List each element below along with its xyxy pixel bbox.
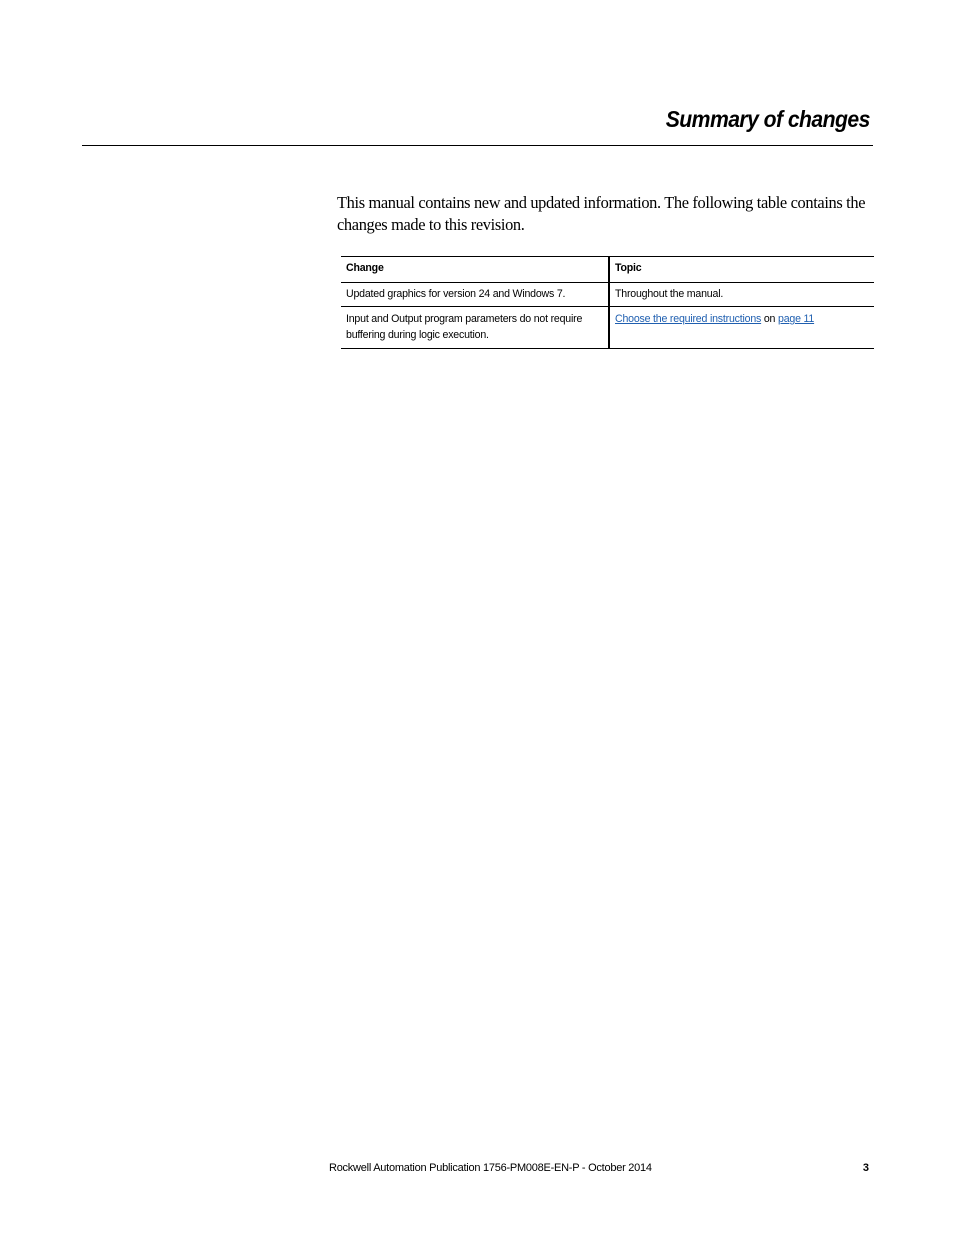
title-divider	[82, 145, 873, 146]
intro-paragraph: This manual contains new and updated information. The following table contains the changes made to this revision.	[337, 193, 866, 234]
page-number: 3	[862, 1162, 869, 1174]
changes-table	[341, 256, 874, 349]
table-header-row	[341, 257, 874, 283]
topic-connector: on	[761, 313, 778, 325]
change-cell: Updated graphics for version 24 and Windows 7.	[341, 283, 609, 307]
topic-cell	[609, 307, 874, 349]
column-header-topic: Topic	[615, 262, 642, 274]
topic-link[interactable]: Choose the required instructions	[615, 313, 762, 325]
table-row	[341, 307, 874, 349]
table-row	[341, 283, 874, 307]
column-header-change: Change	[341, 257, 609, 283]
footer-publication: Rockwell Automation Publication 1756-PM008E-EN-P - October 2014	[329, 1162, 652, 1174]
page-title: Summary of changes	[665, 106, 870, 132]
change-cell: Input and Output program parameters do not require buffering during logic execution.	[341, 307, 609, 349]
topic-cell: Throughout the manual.	[615, 288, 724, 300]
page-link[interactable]: page 11	[778, 313, 815, 325]
